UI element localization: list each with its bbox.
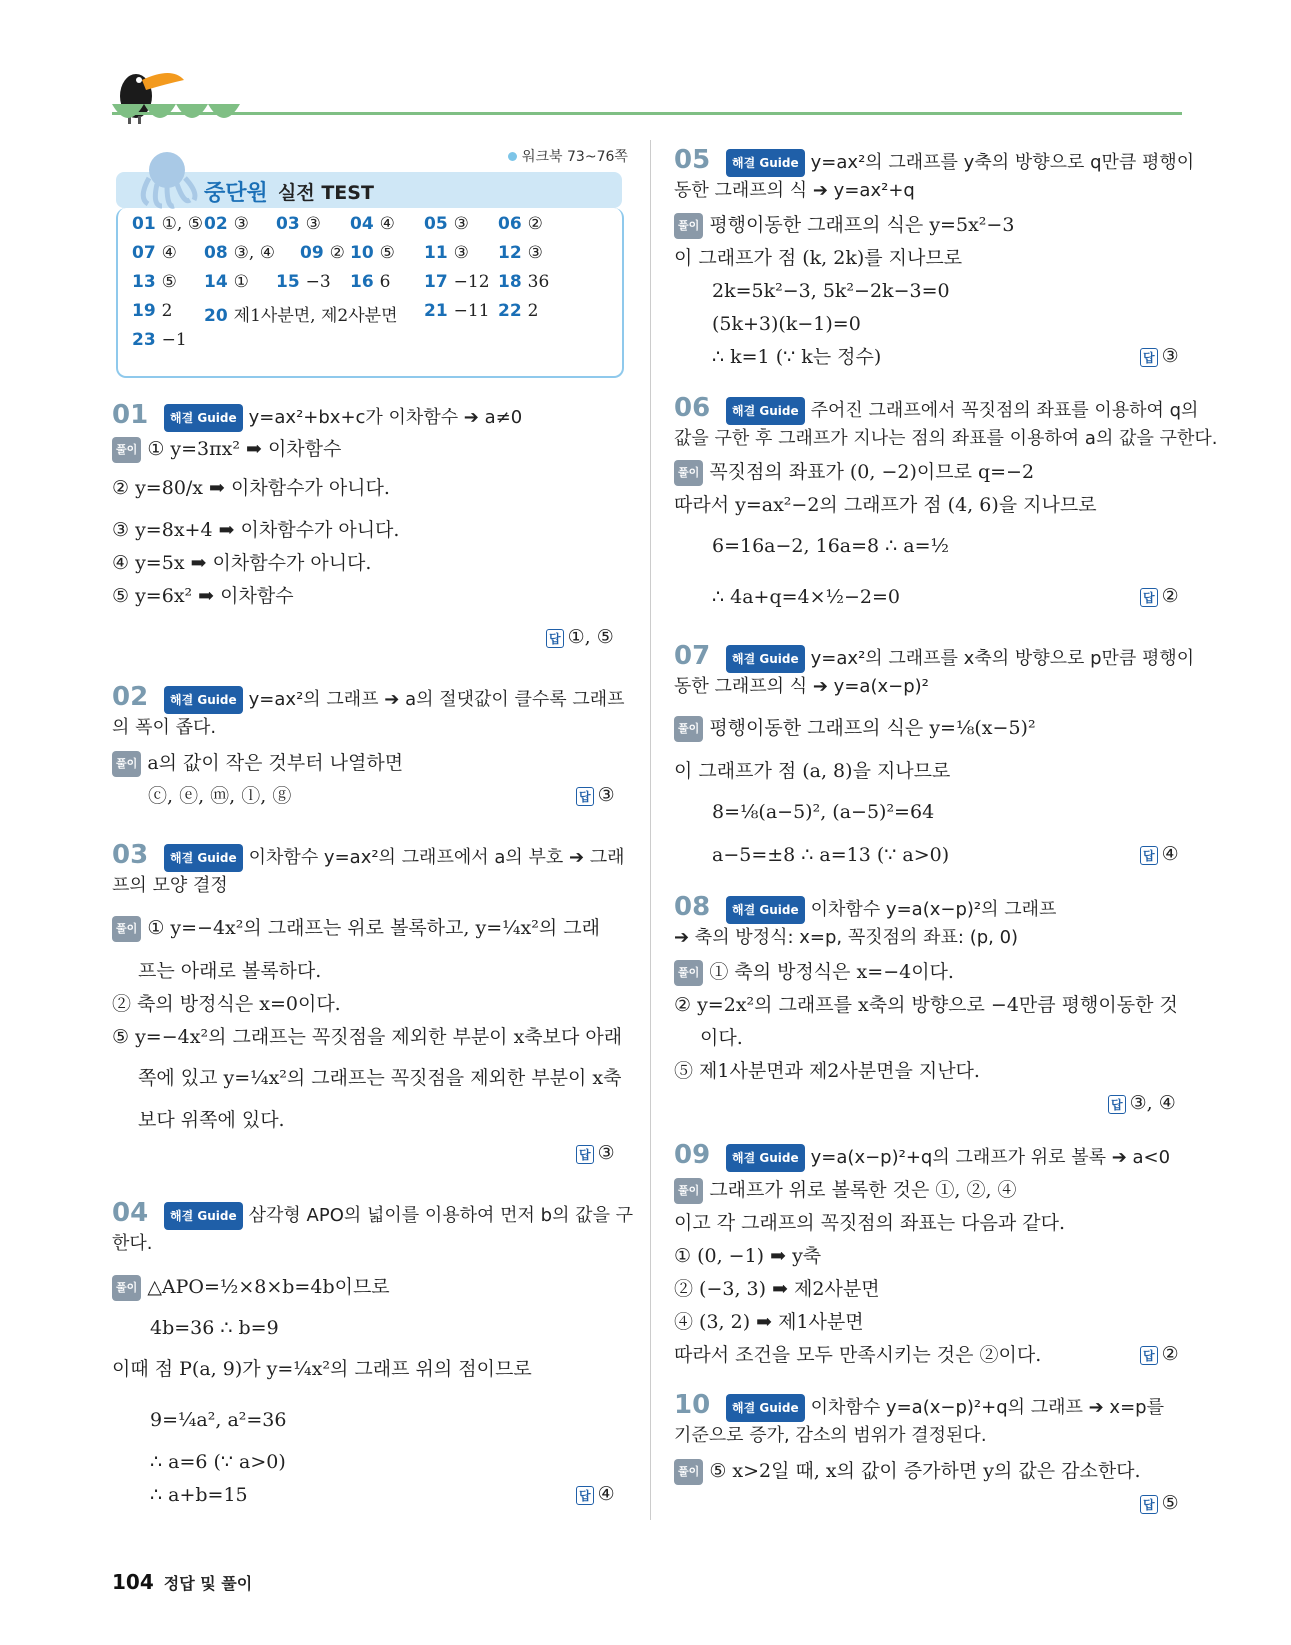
problem-number: 01 <box>112 400 149 430</box>
summary-item: 12 ③ <box>498 243 543 263</box>
solution-line: ② 축의 방정식은 x=0이다. <box>112 993 341 1015</box>
solution-line: ② y=80/x ➡ 이차함수가 아니다. <box>112 477 390 499</box>
solution-line: 2k=5k²−3, 5k²−2k−3=0 <box>712 280 950 302</box>
guide-line: 해결 Guide 이차함수 y=a(x−p)²의 그래프 <box>726 896 1056 924</box>
solution-line: ⑤ y=6x² ➡ 이차함수 <box>112 585 294 607</box>
problem-number: 10 <box>674 1390 711 1420</box>
problem-number: 08 <box>674 892 711 922</box>
summary-item: 19 2 <box>132 301 173 321</box>
summary-item: 01 ①, ⑤ <box>132 214 203 234</box>
solution-line: 풀이 ① y=−4x²의 그래프는 위로 볼록하고, y=¼x²의 그래 <box>112 916 600 942</box>
summary-item: 14 ① <box>204 272 249 292</box>
answer-mark: 답 ③ <box>1140 345 1179 367</box>
summary-item: 06 ② <box>498 214 543 234</box>
solution-line: 풀이 △APO=½×8×b=4b이므로 <box>112 1275 390 1301</box>
solution-line: ⑤ 제1사분면과 제2사분면을 지난다. <box>674 1060 980 1082</box>
guide-line: 해결 Guide 이차함수 y=a(x−p)²+q의 그래프 ➔ x=p를 <box>726 1394 1164 1422</box>
solution-line: 풀이 꼭짓점의 좌표가 (0, −2)이므로 q=−2 <box>674 460 1034 486</box>
guide-line: 해결 Guide 이차함수 y=ax²의 그래프에서 a의 부호 ➔ 그래 <box>164 844 625 872</box>
banner-title: 중단원 <box>204 181 268 206</box>
summary-item: 23 −1 <box>132 330 187 350</box>
problem-number: 03 <box>112 840 149 870</box>
banner-subtitle: 실전 TEST <box>278 182 374 204</box>
summary-item: 17 −12 <box>424 272 490 292</box>
problem-number: 05 <box>674 145 711 175</box>
answer-mark: 답 ② <box>1140 1343 1179 1365</box>
summary-item: 16 6 <box>350 272 391 292</box>
guide-line: 동한 그래프의 식 ➔ y=a(x−p)² <box>674 676 929 697</box>
answer-mark: 답 ③ <box>576 1142 615 1164</box>
guide-line: 동한 그래프의 식 ➔ y=ax²+q <box>674 180 915 201</box>
guide-line: 해결 Guide y=ax²의 그래프 ➔ a의 절댓값이 클수록 그래프 <box>164 686 625 714</box>
summary-item: 04 ④ <box>350 214 395 234</box>
summary-item: 21 −11 <box>424 301 490 321</box>
solution-line: ① (0, −1) ➡ y축 <box>674 1245 822 1267</box>
solution-line: ∴ a+b=15 <box>150 1484 248 1506</box>
wave-decoration <box>112 104 242 128</box>
workbook-reference: 워크북 73~76쪽 <box>508 146 628 166</box>
footer-title: 정답 및 풀이 <box>163 1574 253 1593</box>
problem-number: 06 <box>674 393 711 423</box>
guide-line: 의 폭이 좁다. <box>112 717 217 738</box>
solution-line: 프는 아래로 볼록하다. <box>138 960 322 982</box>
solution-line: 8=⅛(a−5)², (a−5)²=64 <box>712 801 935 823</box>
summary-item: 13 ⑤ <box>132 272 177 292</box>
solution-line: ③ y=8x+4 ➡ 이차함수가 아니다. <box>112 519 400 541</box>
solution-line: ④ (3, 2) ➡ 제1사분면 <box>674 1311 864 1333</box>
summary-item: 18 36 <box>498 272 550 292</box>
summary-item: 08 ③, ④ <box>204 243 275 263</box>
solution-line: ∴ 4a+q=4×½−2=0 <box>712 586 900 608</box>
solution-line: ∴ k=1 (∵ k는 정수) <box>712 346 882 368</box>
guide-line: 값을 구한 후 그래프가 지나는 점의 좌표를 이용하여 a의 값을 구한다. <box>674 428 1218 449</box>
solution-line: 6=16a−2, 16a=8 ∴ a=½ <box>712 535 949 557</box>
octopus-icon <box>132 148 202 210</box>
summary-item: 15 −3 <box>276 272 331 292</box>
solution-line: 풀이 그래프가 위로 볼록한 것은 ①, ②, ④ <box>674 1178 1017 1204</box>
summary-item: 02 ③ <box>204 214 249 234</box>
solution-line: 이고 각 그래프의 꼭짓점의 좌표는 다음과 같다. <box>674 1212 1066 1234</box>
solution-line: 쪽에 있고 y=¼x²의 그래프는 꼭짓점을 제외한 부분이 x축 <box>138 1067 622 1089</box>
solution-line: ② y=2x²의 그래프를 x축의 방향으로 −4만큼 평행이동한 것 <box>674 994 1178 1016</box>
solution-line: 4b=36 ∴ b=9 <box>150 1317 279 1339</box>
solution-line: 풀이 평행이동한 그래프의 식은 y=⅛(x−5)² <box>674 716 1036 742</box>
page-number: 104 <box>112 1570 154 1594</box>
problem-number: 04 <box>112 1198 149 1228</box>
answer-mark: 답 ⑤ <box>1140 1492 1179 1514</box>
summary-item: 05 ③ <box>424 214 469 234</box>
guide-line: 해결 Guide y=ax²+bx+c가 이차함수 ➔ a≠0 <box>164 404 522 432</box>
answer-mark: 답 ④ <box>576 1483 615 1505</box>
solution-line: 이때 점 P(a, 9)가 y=¼x²의 그래프 위의 점이므로 <box>112 1358 532 1380</box>
answer-mark: 답 ①, ⑤ <box>546 626 614 648</box>
page-footer <box>112 1570 252 1594</box>
solution-line: 이 그래프가 점 (k, 2k)를 지나므로 <box>674 247 963 269</box>
summary-item: 10 ⑤ <box>350 243 395 263</box>
guide-line: 프의 모양 결정 <box>112 875 228 896</box>
solution-line: 풀이 ① y=3πx² ➡ 이차함수 <box>112 437 341 463</box>
guide-line: ➔ 축의 방정식: x=p, 꼭짓점의 좌표: (p, 0) <box>674 927 1019 948</box>
solution-line: ⓒ, ⓔ, ⓜ, ⓛ, ⓖ <box>148 785 292 807</box>
answer-mark: 답 ③ <box>576 784 615 806</box>
solution-line: 보다 위쪽에 있다. <box>138 1109 285 1131</box>
problem-number: 09 <box>674 1140 711 1170</box>
solution-line: ∴ a=6 (∵ a>0) <box>150 1451 286 1473</box>
solution-line: 이다. <box>700 1027 743 1049</box>
guide-line: 해결 Guide 주어진 그래프에서 꼭짓점의 좌표를 이용하여 q의 <box>726 397 1198 425</box>
solution-line: ⑤ y=−4x²의 그래프는 꼭짓점을 제외한 부분이 x축보다 아래 <box>112 1026 623 1048</box>
guide-line: 해결 Guide y=ax²의 그래프를 y축의 방향으로 q만큼 평행이 <box>726 149 1194 177</box>
summary-item: 09 ② <box>300 243 345 263</box>
summary-item: 03 ③ <box>276 214 321 234</box>
summary-item: 11 ③ <box>424 243 469 263</box>
summary-item: 07 ④ <box>132 243 177 263</box>
solution-line: 따라서 y=ax²−2의 그래프가 점 (4, 6)을 지나므로 <box>674 494 1097 516</box>
guide-line: 해결 Guide y=a(x−p)²+q의 그래프가 위로 볼록 ➔ a<0 <box>726 1144 1170 1172</box>
guide-line: 한다. <box>112 1233 153 1254</box>
summary-item: 22 2 <box>498 301 539 321</box>
solution-line: 풀이 ⑤ x>2일 때, x의 값이 증가하면 y의 값은 감소한다. <box>674 1459 1141 1485</box>
problem-number: 07 <box>674 641 711 671</box>
solution-line: 9=¼a², a²=36 <box>150 1409 287 1431</box>
solution-line: 풀이 평행이동한 그래프의 식은 y=5x²−3 <box>674 213 1014 239</box>
problem-number: 02 <box>112 682 149 712</box>
solution-line: (5k+3)(k−1)=0 <box>712 313 861 335</box>
column-divider <box>650 140 651 1520</box>
solution-line: 풀이 ① 축의 방정식은 x=−4이다. <box>674 960 954 986</box>
solution-line: 풀이 a의 값이 작은 것부터 나열하면 <box>112 751 403 777</box>
answer-mark: 답 ④ <box>1140 843 1179 865</box>
guide-line: 해결 Guide y=ax²의 그래프를 x축의 방향으로 p만큼 평행이 <box>726 645 1194 673</box>
header-rule <box>112 112 1182 115</box>
answer-mark: 답 ② <box>1140 585 1179 607</box>
guide-line: 해결 Guide 삼각형 APO의 넓이를 이용하여 먼저 b의 값을 구 <box>164 1202 633 1230</box>
summary-item: 20 제1사분면, 제2사분면 <box>204 306 398 326</box>
answer-summary-box <box>116 208 624 378</box>
solution-line: 따라서 조건을 모두 만족시키는 것은 ②이다. <box>674 1344 1042 1366</box>
solution-line: ④ y=5x ➡ 이차함수가 아니다. <box>112 552 372 574</box>
solution-line: 이 그래프가 점 (a, 8)을 지나므로 <box>674 760 951 782</box>
solution-line: ② (−3, 3) ➡ 제2사분면 <box>674 1278 880 1300</box>
answer-mark: 답 ③, ④ <box>1108 1092 1176 1114</box>
guide-line: 기준으로 증가, 감소의 범위가 결정된다. <box>674 1425 987 1446</box>
solution-line: a−5=±8 ∴ a=13 (∵ a>0) <box>712 844 950 866</box>
